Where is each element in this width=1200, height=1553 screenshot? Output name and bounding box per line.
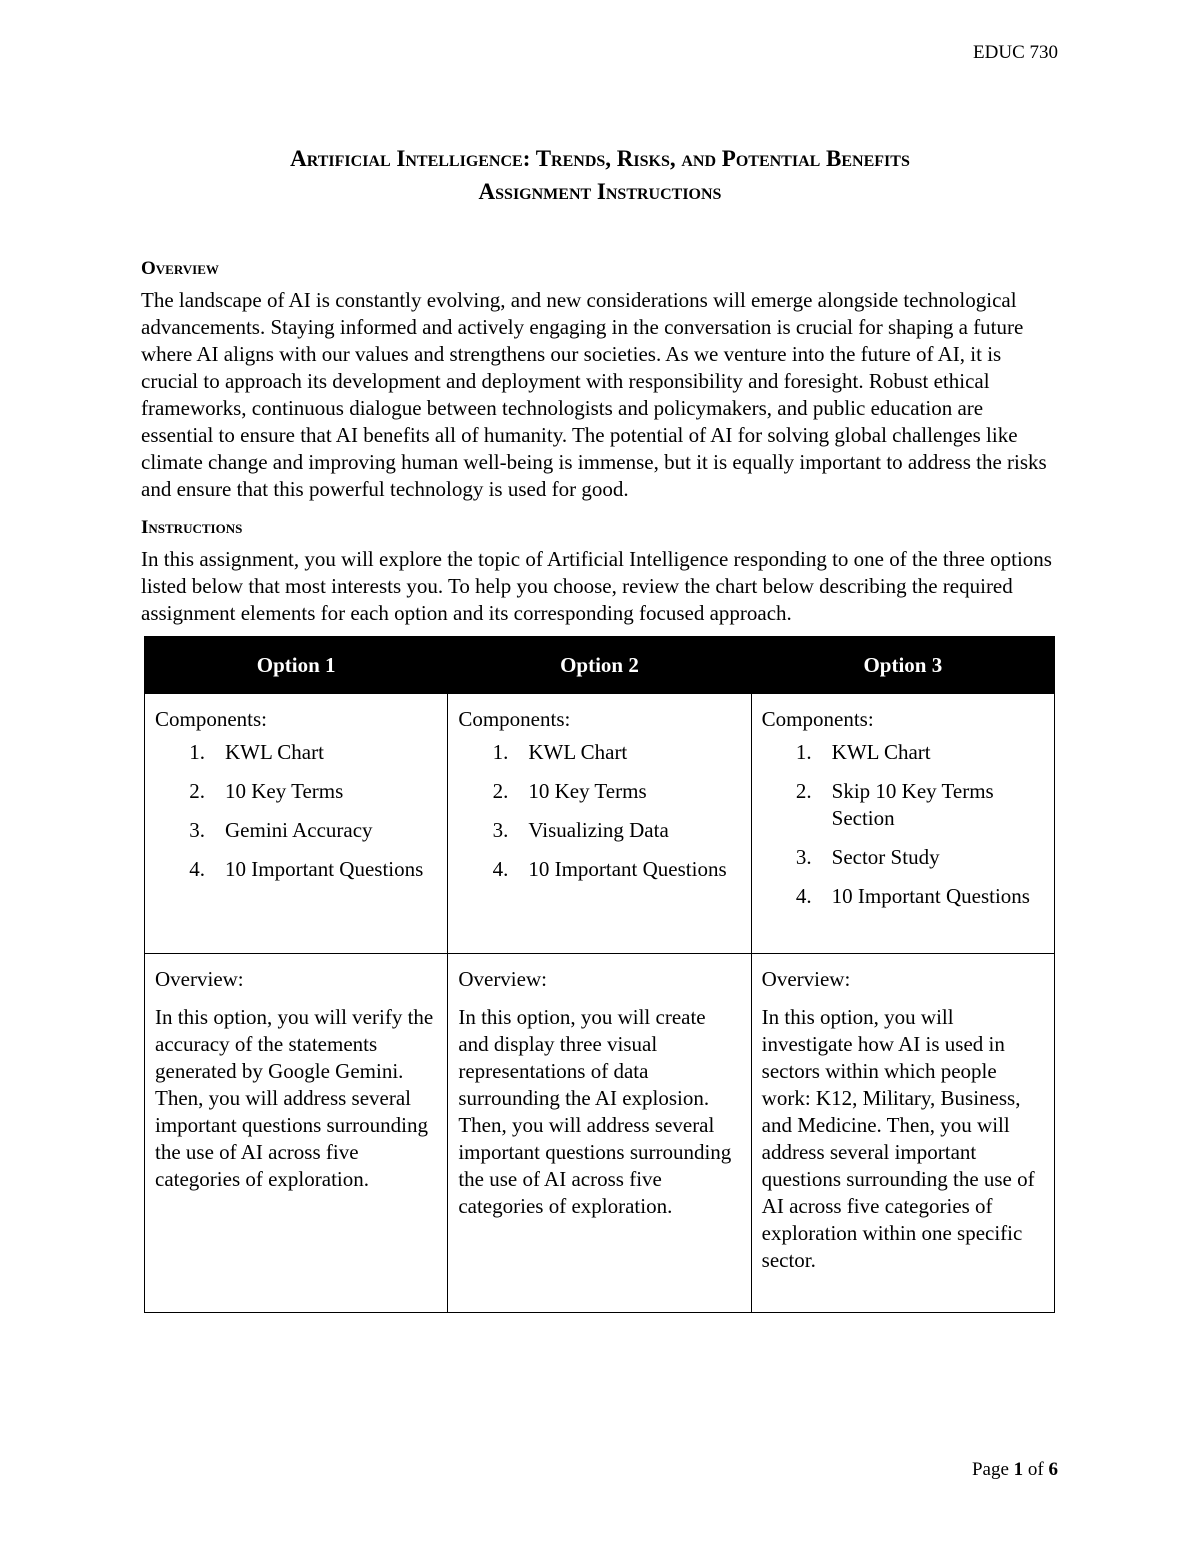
instructions-heading: Instructions xyxy=(141,517,243,538)
overview-row xyxy=(145,954,1055,1313)
list-item: 1. KWL Chart xyxy=(492,740,628,764)
overview-label: Overview: xyxy=(458,967,547,991)
option-2-overview-text: In this option, you will create and display three visual representations of data surrounding the AI explosion. Then, you will address several important questions surrounding the use of AI across five categories of exploration. xyxy=(458,1005,732,1218)
components-list xyxy=(458,739,740,883)
overview-label: Overview: xyxy=(761,967,851,991)
list-item: 2. 10 Key Terms xyxy=(492,779,647,803)
overview-label: Overview: xyxy=(155,967,244,991)
list-item: 4. 10 Important Questions xyxy=(492,857,727,881)
option-1-components xyxy=(145,694,448,954)
option-1-overview xyxy=(145,954,448,1313)
option-2-overview xyxy=(448,954,751,1313)
list-item: 1. KWL Chart xyxy=(795,740,931,764)
components-list xyxy=(155,739,437,883)
overview-heading: Overview xyxy=(141,258,219,279)
list-item: 4. 10 Important Questions xyxy=(795,884,1030,908)
option-3-header: Option 3 xyxy=(751,637,1054,694)
list-item: 2. Skip 10 Key Terms Section xyxy=(795,779,994,830)
option-1-header: Option 1 xyxy=(145,637,448,694)
page-number-footer xyxy=(972,1459,1058,1481)
list-item: 3. Gemini Accuracy xyxy=(189,818,373,842)
page-total: 6 xyxy=(1048,1459,1058,1480)
list-item: 3. Sector Study xyxy=(795,845,940,869)
document-body xyxy=(141,254,1057,1313)
page-word: Page xyxy=(971,1459,1009,1480)
course-code: EDUC 730 xyxy=(973,42,1058,63)
page-current: 1 xyxy=(1013,1459,1024,1480)
option-2-header: Option 2 xyxy=(448,637,751,694)
title-line-2: Assignment Instructions xyxy=(478,179,722,204)
option-1-overview-text: In this option, you will verify the accuracy of the statements generated by Google Gemini. Then, you will address several important questions surrounding the use of AI across five categories of exploration. xyxy=(155,1005,434,1191)
components-label: Components: xyxy=(155,707,268,731)
option-3-overview xyxy=(751,954,1054,1313)
of-word: of xyxy=(1027,1459,1044,1480)
list-item: 4. 10 Important Questions xyxy=(189,857,424,881)
document-title xyxy=(140,142,1060,208)
overview-paragraph: The landscape of AI is constantly evolving, and new considerations will emerge alongside technological advancements. Staying informed and actively engaging in the conversation is crucial for shaping a future where AI aligns with our values and strengthens our societies. As we venture into the future of AI, it is crucial to approach its development and deployment with responsibility and foresight. Robust ethical frameworks, continuous dialogue between technologists and policymakers, and public education are essential to ensure that AI benefits all of humanity. The potential of AI for solving global challenges like climate change and improving human well-being is immense, but it is equally important to address the risks and ensure that this powerful technology is used for good. xyxy=(141,288,1047,501)
list-item: 2. 10 Key Terms xyxy=(189,779,344,803)
option-3-overview-text: In this option, you will investigate how AI is used in sectors within which people work: K12, Military, Business, and Medicine. Then, you will address several important questions surrounding the use of AI across five categories of exploration within one specific sector. xyxy=(761,1005,1035,1272)
list-item: 3. Visualizing Data xyxy=(492,818,669,842)
option-2-components xyxy=(448,694,751,954)
components-row xyxy=(145,694,1055,954)
options-header-row xyxy=(145,637,1055,694)
components-label: Components: xyxy=(761,707,874,731)
components-list xyxy=(762,739,1044,910)
components-label: Components: xyxy=(458,707,571,731)
instructions-paragraph: In this assignment, you will explore the topic of Artificial Intelligence responding to one of the three options listed below that most interests you. To help you choose, review the chart below describing the required assignment elements for each option and its corresponding focused approach. xyxy=(141,547,1052,625)
option-3-components xyxy=(751,694,1054,954)
options-table xyxy=(144,636,1055,1313)
title-line-1: Artificial Intelligence: Trends, Risks, and Potential Benefits xyxy=(290,146,910,171)
list-item: 1. KWL Chart xyxy=(189,740,324,764)
